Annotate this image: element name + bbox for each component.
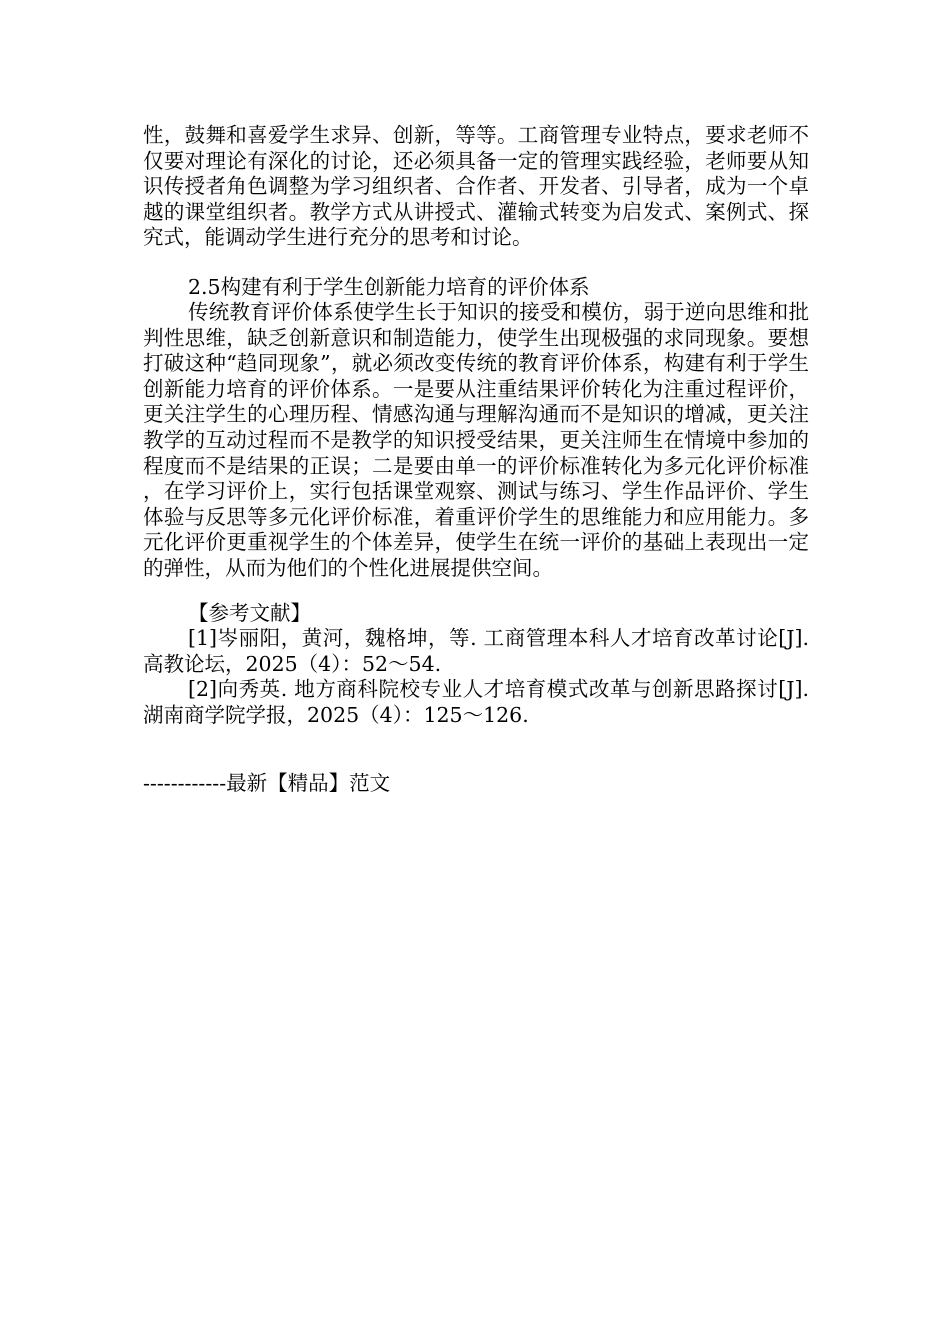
body-paragraph: 性，鼓舞和喜爱学生求异、创新，等等。工商管理专业特点，要求老师不仅要对理论有深化的讨论，还必须具备一定的管理实践经验，老师要从知识传授者角色调整为学习组织者、合作者、开发者、引导者，成为一个卓越的课堂组织者。教学方式从讲授式、灌输式转变为启发式、案例式、探究式，能调动学生进行充分的思考和讨论。 [143, 123, 809, 250]
references-title-text: 【参考文献】 [188, 601, 311, 625]
section-heading-text: 2.5构建有利于学生创新能力培育的评价体系 [188, 275, 590, 299]
body-paragraph: 传统教育评价体系使学生长于知识的接受和模仿，弱于逆向思维和批判性思维，缺乏创新意识和制造能力，使学生出现极强的求同现象。要想打破这种“趋同现象”，就必须改变传统的教育评价体系，构建有利于学生创新能力培育的评价体系。一是要从注重结果评价转化为注重过程评价，更关注学生的心理历程、情感沟通与理解沟通而不是知识的增减，更关注教学的互动过程而不是教学的知识授受结果，更关注师生在情境中参加的程度而不是结果的正误；二是要由单一的评价标准转化为多元化评价标准，在学习评价上，实行包括课堂观察、测试与练习、学生作品评价、学生体验与反思等多元化评价标准，着重评价学生的思维能力和应用能力。多元化评价更重视学生的个体差异，使学生在统一评价的基础上表现出一定的弹性，从而为他们的个性化进展提供空间。 [143, 300, 809, 580]
reference-item: [2]向秀英. 地方商科院校专业人才培育模式改革与创新思路探讨[J]. 湖南商学院学报，2025（4）：125～126. [143, 677, 809, 727]
reference-item: [1]岑丽阳，黄河，魏格坤，等. 工商管理本科人才培育改革讨论[J]. 高教论坛，2025（4）：52～54. [143, 626, 809, 676]
footer-text: ------------最新【精品】范文 [143, 771, 391, 795]
section-heading [143, 275, 809, 301]
references-title [143, 601, 809, 627]
